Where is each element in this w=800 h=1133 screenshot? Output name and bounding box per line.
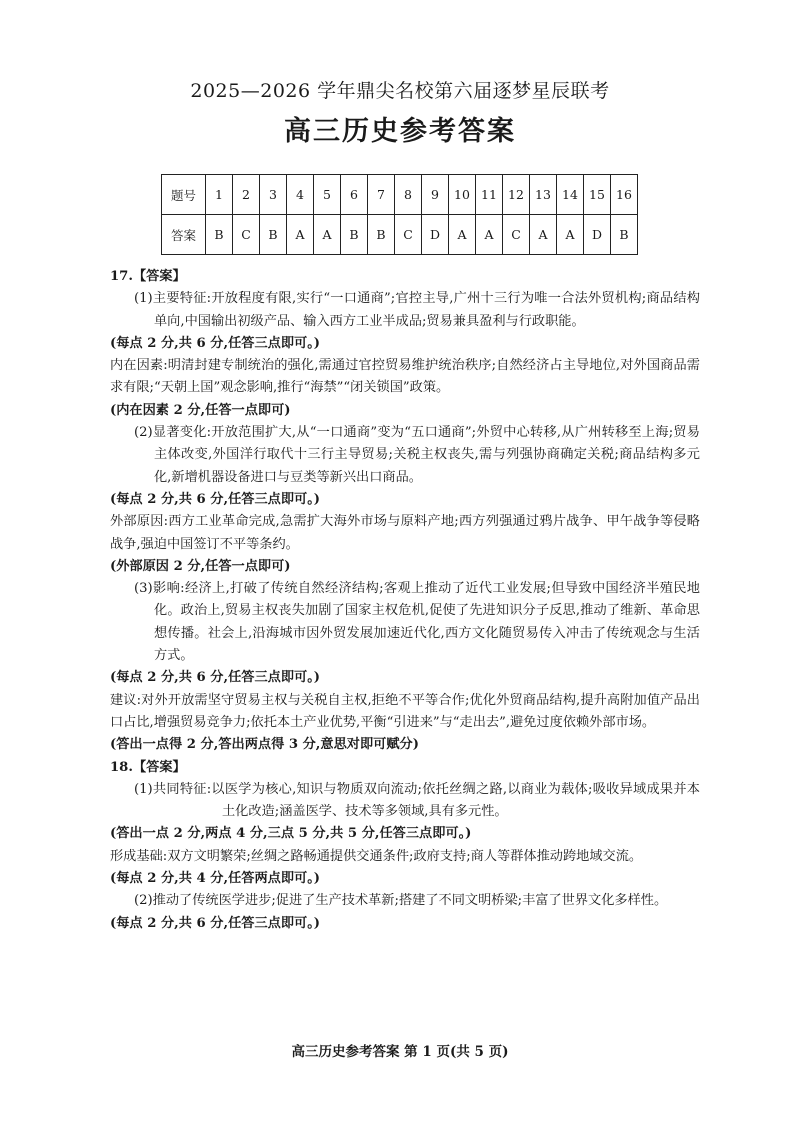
question-number: 6 — [341, 175, 368, 215]
question-number: 3 — [260, 175, 287, 215]
answer-cell: C — [503, 215, 530, 255]
answer-cell: A — [476, 215, 503, 255]
question-number: 2 — [233, 175, 260, 215]
q17-scoring-1: (每点 2 分,共 6 分,任答三点即可。) — [110, 335, 321, 351]
row-label-answer: 答案 — [162, 215, 206, 255]
q17-part1-features: (1)主要特征:开放程度有限,实行“一口通商”;官控主导,广州十三行为唯一合法外贸机构;商品结构单向,中国输出初级产品、输入西方工业半成品;贸易兼具盈利与行政职能。 — [134, 291, 700, 329]
page-footer: 高三历史参考答案 第 1 页(共 5 页) — [291, 1044, 509, 1060]
answer-cell: A — [530, 215, 557, 255]
exam-title: 2025—2026 学年鼎尖名校第六届逐梦星辰联考 — [190, 80, 610, 102]
q17-scoring-4: (外部原因 2 分,任答一点即可) — [110, 558, 291, 574]
q17-scoring-3: (每点 2 分,共 6 分,任答三点即可。) — [110, 491, 321, 507]
answer-cell: B — [260, 215, 287, 255]
q17-heading: 17.【答案】 — [110, 269, 186, 284]
q18-scoring-2: (每点 2 分,共 4 分,任答两点即可。) — [110, 871, 321, 887]
answer-content — [110, 266, 700, 935]
answer-cell: D — [422, 215, 449, 255]
answer-cell: A — [557, 215, 584, 255]
q17-suggestions: 建议:对外开放需坚守贸易主权与关税自主权,拒绝不平等合作;优化外贸商品结构,提升高附加值产品出口占比,增强贸易竞争力;依托本土产业优势,平衡“引进来”与“走出去”,避免过度依赖外部市场。 — [110, 692, 700, 730]
q17-external-reasons: 外部原因:西方工业革命完成,急需扩大海外市场与原料产地;西方列强通过鸦片战争、甲午战争等侵略战争,强迫中国签订不平等条约。 — [110, 514, 700, 552]
answer-table — [161, 174, 638, 255]
q17-internal-factors: 内在因素:明清封建专制统治的强化,需通过官控贸易维护统治秩序;自然经济占主导地位,对外国商品需求有限;“天朝上国”观念影响,推行“海禁”“闭关锁国”政策。 — [110, 358, 700, 396]
question-number: 15 — [584, 175, 611, 215]
question-number: 16 — [611, 175, 638, 215]
question-number: 4 — [287, 175, 314, 215]
document-title: 高三历史参考答案 — [284, 116, 516, 147]
question-number: 7 — [368, 175, 395, 215]
q17-scoring-5: (每点 2 分,共 6 分,任答三点即可。) — [110, 670, 321, 686]
answer-cell: A — [449, 215, 476, 255]
answer-cell: B — [206, 215, 233, 255]
question-number: 9 — [422, 175, 449, 215]
answer-row — [162, 215, 638, 255]
question-number: 14 — [557, 175, 584, 215]
answer-cell: A — [287, 215, 314, 255]
question-number: 11 — [476, 175, 503, 215]
answer-cell: C — [395, 215, 422, 255]
question-number: 10 — [449, 175, 476, 215]
answer-cell: B — [368, 215, 395, 255]
question-number: 8 — [395, 175, 422, 215]
question-number: 1 — [206, 175, 233, 215]
q18-formation-basis: 形成基础:双方文明繁荣;丝绸之路畅通提供交通条件;政府支持;商人等群体推动跨地域交流。 — [110, 848, 643, 864]
row-label-number: 题号 — [162, 175, 206, 215]
q17-scoring-2: (内在因素 2 分,任答一点即可) — [110, 402, 291, 418]
q18-scoring-1: (答出一点 2 分,两点 4 分,三点 5 分,共 5 分,任答三点即可。) — [110, 826, 472, 842]
question-number-row — [162, 175, 638, 215]
q18-heading: 18.【答案】 — [110, 759, 186, 775]
q17-part3-impact: (3)影响:经济上,打破了传统自然经济结构;客观上推动了近代工业发展;但导致中国经济半殖民地化。政治上,贸易主权丧失加剧了国家主权危机,促使了先进知识分子反思,推动了维新、革命思想传播。社会上,沿海城市因外贸发展加速近代化,西方文化随贸易传入冲击了传统观念与生活方式。 — [134, 581, 700, 664]
question-number: 12 — [503, 175, 530, 215]
answer-cell: D — [584, 215, 611, 255]
question-number: 13 — [530, 175, 557, 215]
q18-part2-impact: (2)推动了传统医学进步;促进了生产技术革新;搭建了不同文明桥梁;丰富了世界文化多样性。 — [134, 893, 668, 909]
answer-cell: C — [233, 215, 260, 255]
answer-cell: B — [341, 215, 368, 255]
q18-scoring-3: (每点 2 分,共 6 分,任答三点即可。) — [110, 915, 321, 931]
answer-cell: A — [314, 215, 341, 255]
q17-scoring-6: (答出一点得 2 分,答出两点得 3 分,意思对即可赋分) — [110, 737, 419, 753]
question-number: 5 — [314, 175, 341, 215]
q17-part2-changes: (2)显著变化:开放范围扩大,从“一口通商”变为“五口通商”;外贸中心转移,从广州转移至上海;贸易主体改变,外国洋行取代十三行主导贸易;关税主权丧失,需与列强协商确定关税;商品结构多元化,新增机器设备进口与豆类等新兴出口商品。 — [134, 425, 700, 485]
q18-part1-features: (1)共同特征:以医学为核心,知识与物质双向流动;依托丝绸之路,以商业为载体;吸收异域成果并本土化改造;涵盖医学、技术等多领域,具有多元性。 — [134, 781, 700, 820]
answer-cell: B — [611, 215, 638, 255]
